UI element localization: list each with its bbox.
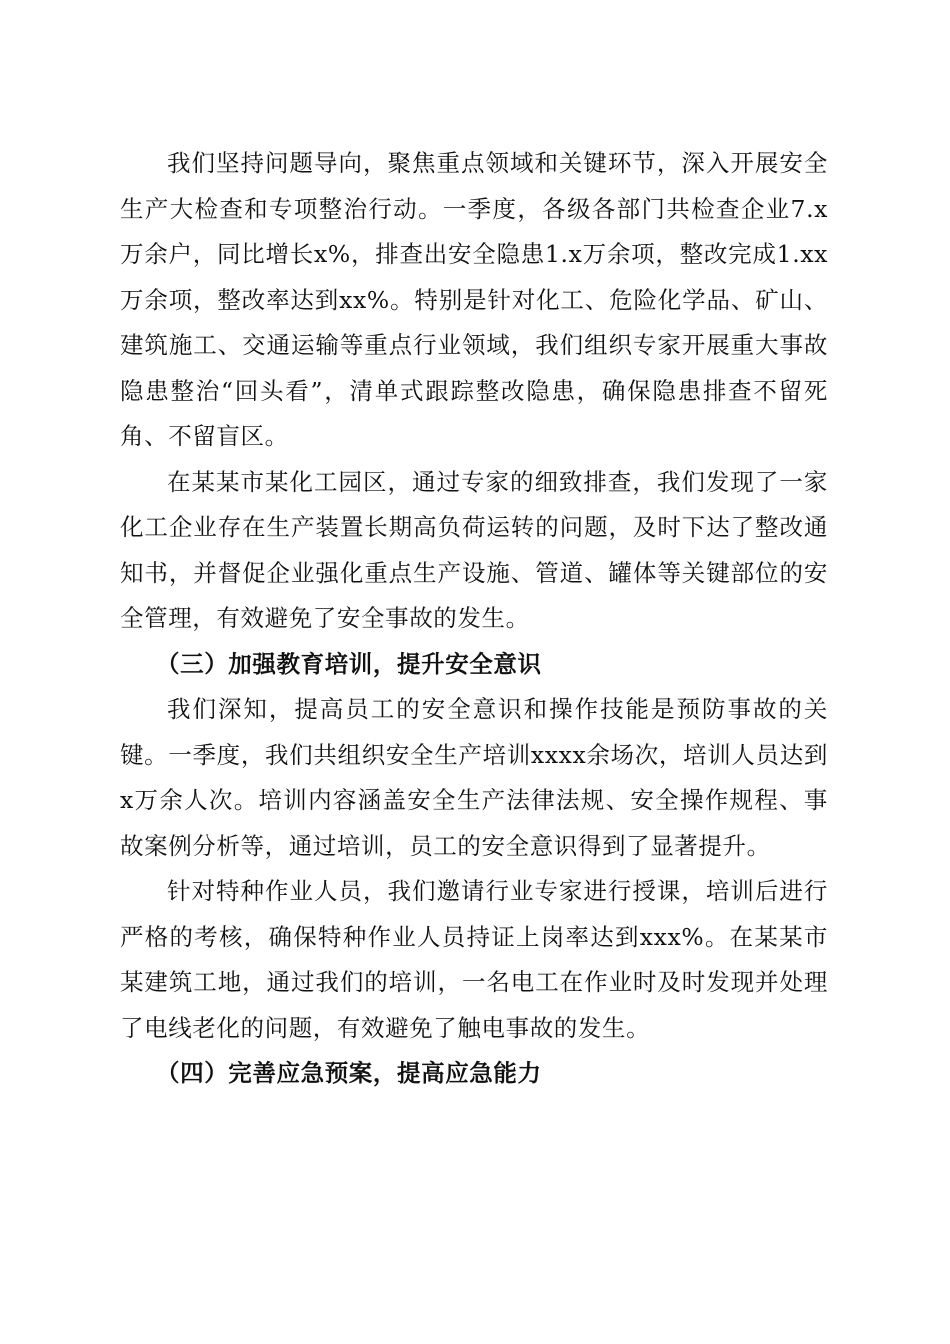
section-heading-training: （三）加强教育培训，提升安全意识 <box>156 649 542 678</box>
section-heading-emergency: （四）完善应急预案，提高应急能力 <box>156 1059 542 1087</box>
paragraph-inspection: 我们坚持问题导向，聚焦重点领域和关键环节，深入开展安全生产大检查和专项整治行动。一季度，各级各部门共检查企业7.x万余户，同比增长x%，排查出安全隐患1.x万余项，整改完成1.xx万余项，整改率达到xx%。特别是针对化工、危险化学品、矿山、建筑施工、交通运输等重点行业领域，我们组织专家开展重大事故隐患整治“回头看”，清单式跟踪整改隐患，确保隐患排查不留死角、不留盲区。 <box>120 149 828 450</box>
paragraph-special-workers: 针对特种作业人员，我们邀请行业专家进行授课，培训后进行严格的考核，确保特种作业人员持证上岗率达到xxx%。在某某市某建筑工地，通过我们的培训，一名电工在作业时及时发现并处理了电线老化的问题，有效避免了触电事故的发生。 <box>120 877 828 1042</box>
document-body <box>120 141 828 1097</box>
paragraph-chemical-park-case: 在某某市某化工园区，通过专家的细致排查，我们发现了一家化工企业存在生产装置长期高负荷运转的问题，及时下达了整改通知书，并督促企业强化重点生产设施、管道、罐体等关键部位的安全管理，有效避免了安全事故的发生。 <box>120 467 828 632</box>
paragraph-training: 我们深知，提高员工的安全意识和操作技能是预防事故的关键。一季度，我们共组织安全生产培训xxxx余场次，培训人员达到x万余人次。培训内容涵盖安全生产法律法规、安全操作规程、事故案例分析等，通过培训，员工的安全意识得到了显著提升。 <box>120 695 828 860</box>
